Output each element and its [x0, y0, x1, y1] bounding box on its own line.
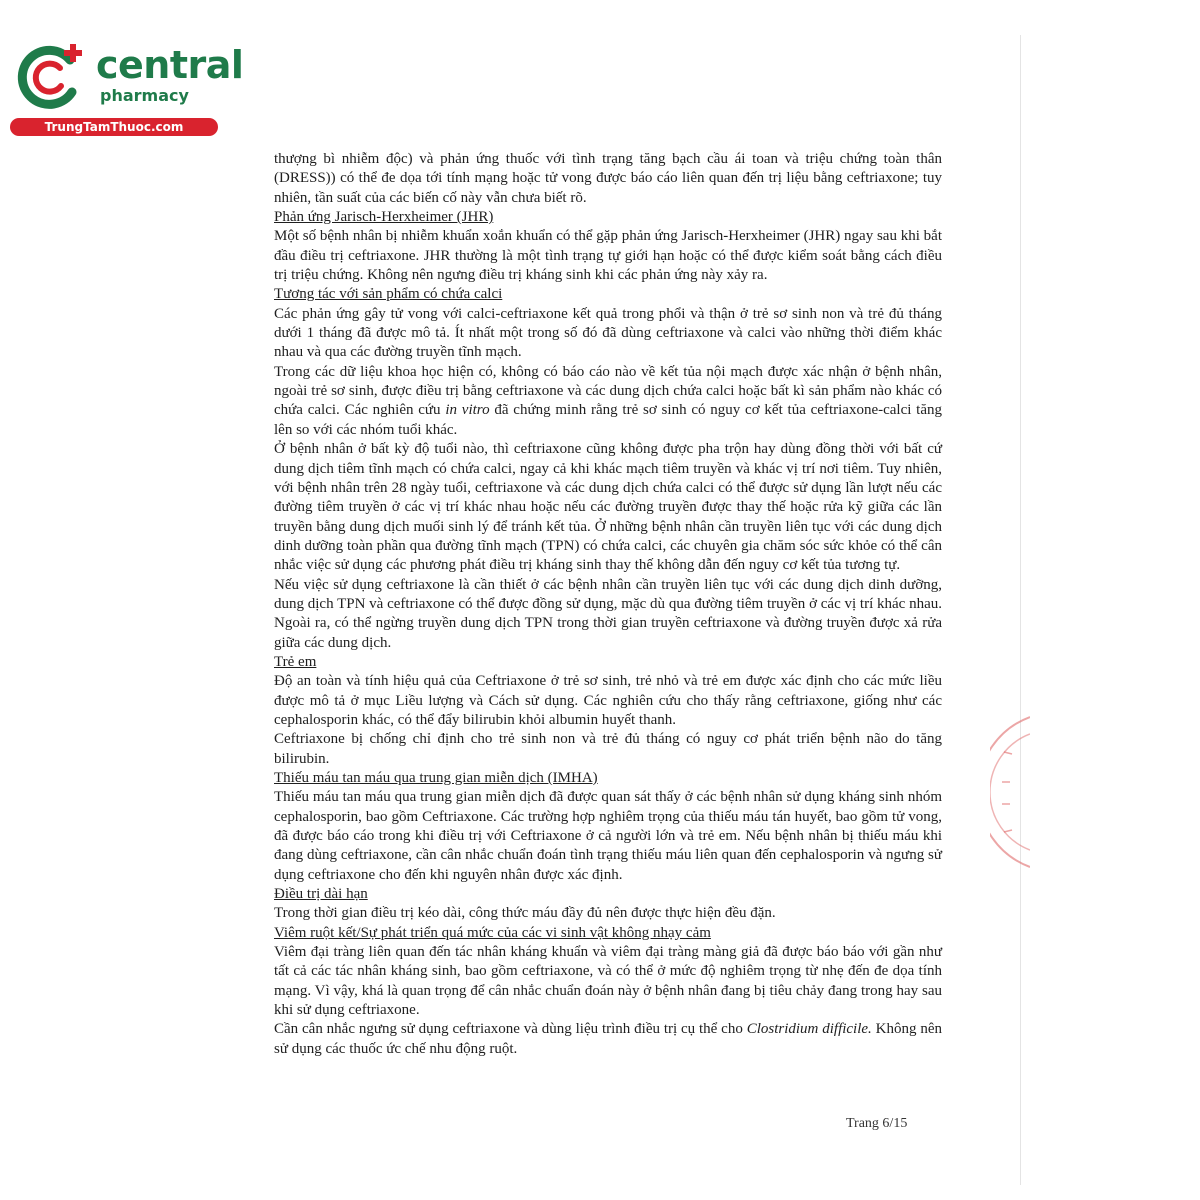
logo-name: central — [96, 43, 244, 87]
paragraph: Trong thời gian điều trị kéo dài, công thức máu đầy đủ nên được thực hiện đều đặn. — [274, 905, 776, 922]
paragraph: Nếu việc sử dụng ceftriaxone là cần thiết ở các bệnh nhân cần truyền liên tục với các dung dịch dinh dưỡng, dung dịch TPN và ceftriaxone có thể được đồng sử dụng, mặc dù qua đường tiêm truyền ở các vị trí khác nhau. Ngoài ra, có thể ngừng truyền dung dịch TPN trong thời gian truyền ceftriaxone và đường truyền được xả rửa giữa các dung dịch. — [274, 576, 942, 651]
page-edge — [1020, 35, 1021, 1185]
section-heading-calcium-interaction: Tương tác với sản phẩm có chứa calci — [274, 286, 503, 303]
text-span: Không nên sử dụng các thuốc ức chế nhu động ruột. — [274, 1021, 942, 1057]
section-heading-children: Trẻ em — [274, 653, 317, 670]
document-body — [274, 150, 942, 1059]
logo-subtitle: pharmacy — [100, 86, 189, 105]
section-heading-imha: Thiếu máu tan máu qua trung gian miễn dịch (IMHA) — [274, 770, 598, 786]
text-span: Trong các dữ liệu khoa học hiện có, không có báo cáo nào về kết tủa nội mạch được xác nhận ở bệnh nhân, ngoài trẻ sơ sinh, được điều trị bằng ceftriaxone và các dung dịch chứa calci hoặc bất kì sản phẩm nào khác có chứa calci. Các nghiên cứu — [274, 363, 942, 419]
section-heading-colitis: Viêm ruột kết/Sự phát triển quá mức của các vi sinh vật không nhạy cảm — [274, 924, 711, 941]
text-span: Cần cân nhắc ngưng sử dụng ceftriaxone và dùng liệu trình điều trị cụ thể cho — [274, 1021, 747, 1038]
section-heading-jhr: Phản ứng Jarisch-Herxheimer (JHR) — [274, 209, 494, 226]
section-heading-long-term: Điều trị dài hạn — [274, 886, 368, 903]
italic-term: in vitro — [445, 402, 490, 419]
paragraph: thượng bì nhiễm độc) và phản ứng thuốc với tình trạng tăng bạch cầu ái toan và triệu chứng toàn thân (DRESS)) có thể đe dọa tới tính mạng hoặc tử vong được báo cáo liên quan đến trị liệu bằng ceftriaxone; tuy nhiên, tần suất của các biến cố này vẫn chưa biết rõ. — [274, 151, 942, 206]
paragraph: Ceftriaxone bị chống chỉ định cho trẻ sinh non và trẻ đủ tháng có nguy cơ phát triển bệnh não do tăng bilirubin. — [274, 731, 942, 767]
text-span: đã chứng minh rằng trẻ sơ sinh có nguy cơ kết tủa ceftriaxone-calci tăng lên so với các nhóm tuổi khác. — [274, 402, 943, 438]
paragraph — [274, 1020, 942, 1059]
logo-mark-icon — [12, 38, 90, 116]
page-number: Trang 6/15 — [846, 1116, 908, 1131]
paragraph: Một số bệnh nhân bị nhiễm khuẩn xoắn khuẩn có thể gặp phản ứng Jarisch-Herxheimer (JHR) ngay sau khi bắt đầu điều trị ceftriaxone. JHR thường là một tình trạng tự giới hạn hoặc có thể được kiểm soát bằng cách điều trị triệu chứng. Không nên ngưng điều trị kháng sinh khi các phản ứng này xảy ra. — [274, 228, 942, 284]
paragraph: Các phản ứng gây tử vong với calci-ceftriaxone kết quả trong phổi và thận ở trẻ sơ sinh non và trẻ đủ tháng dưới 1 tháng đã được mô tả. Ít nhất một trong số đó đã dùng ceftriaxone và calci vào những thời điểm khác nhau và qua các đường truyền tĩnh mạch. — [274, 305, 942, 361]
italic-term: Clostridium difficile. — [746, 1021, 872, 1038]
paragraph: Ở bệnh nhân ở bất kỳ độ tuổi nào, thì ceftriaxone cũng không được pha trộn hay dùng đồng thời với bất cứ dung dịch tiêm tĩnh mạch có chứa calci, ngay cả khi khác mạch tiêm truyền và khác vị trí nơi tiêm. Tuy nhiên, với bệnh nhân trên 28 ngày tuổi, ceftriaxone và các dung dịch chứa calci có thể được sử dụng lần lượt nếu các đường tiêm truyền ở các vị trí khác nhau hoặc nếu các đường truyền được thay thế hoặc rửa kỹ giữa các lần truyền bằng dung dịch muối sinh lý để tránh kết tủa. Ở những bệnh nhân cần truyền liên tục với các dung dịch dinh dưỡng toàn phần qua đường tĩnh mạch (TPN) có chứa calci, các chuyên gia chăm sóc sức khỏe có thể cân nhắc việc sử dụng các phương phát điều trị kháng sinh thay thế không dẫn đến nguy cơ kết tủa tương tự. — [274, 441, 942, 574]
logo-website-badge: TrungTamThuoc.com — [10, 118, 218, 136]
paragraph: Thiếu máu tan máu qua trung gian miễn dịch đã được quan sát thấy ở các bệnh nhân sử dụng kháng sinh nhóm cephalosporin, bao gồm Ceftriaxone. Các trường hợp nghiêm trọng của thiếu máu tán huyết, bao gồm tử vong, đã được báo cáo trong khi điều trị với Ceftriaxone ở cả người lớn và trẻ em. Nếu bệnh nhân bị thiếu máu khi đang dùng ceftriaxone, cần cân nhắc chuẩn đoán tình trạng thiếu máu liên quan đến cephalosporin và ngưng sử dụng ceftriaxone cho đến khi nguyên nhân được xác định. — [274, 789, 942, 883]
pharmacy-logo[interactable] — [8, 30, 244, 140]
stamp-icon — [990, 712, 1030, 872]
paragraph: Độ an toàn và tính hiệu quả của Ceftriaxone ở trẻ sơ sinh, trẻ nhỏ và trẻ em được xác định cho các mức liều được mô tả ở mục Liều lượng và Cách sử dụng. Các nghiên cứu cho thấy rằng ceftriaxone, giống như các cephalosporin khác, có thể đẩy bilirubin khỏi albumin huyết thanh. — [274, 673, 942, 728]
paragraph — [274, 363, 942, 440]
paragraph: Viêm đại tràng liên quan đến tác nhân kháng khuẩn và viêm đại tràng màng giả đã được báo báo với gần như tất cả các tác nhân kháng sinh, bao gồm ceftriaxone, và có thể ở mức độ nghiêm trọng từ nhẹ đến đe dọa tính mạng. Vì vậy, khá là quan trọng để cân nhắc chuẩn đoán này ở bệnh nhân đang bị tiêu chảy đang trong hay sau khi sử dụng ceftriaxone. — [274, 944, 942, 1019]
